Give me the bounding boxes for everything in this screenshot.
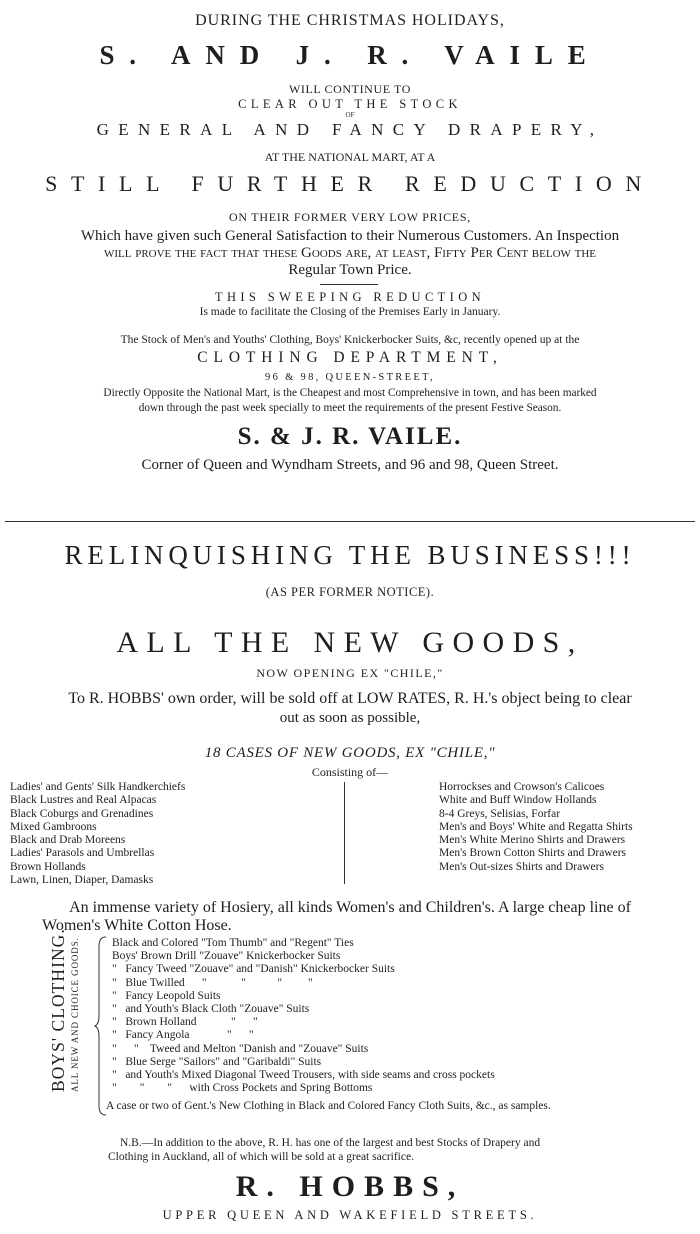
vaile-continue: WILL CONTINUE TO bbox=[288, 82, 412, 96]
list-item: Black and Colored "Tom Thumb" and "Regent" Ties bbox=[112, 937, 354, 949]
vaile-festive: down through the past week specially to meet the requirements of the present Festive Season. bbox=[138, 402, 562, 414]
list-item: Ladies' Parasols and Umbrellas bbox=[10, 847, 155, 860]
hobbs-auckland: Clothing in Auckland, all of which will be sold at a great sacrifice. bbox=[108, 1151, 414, 1163]
vaile-sweeping: THIS SWEEPING REDUCTION bbox=[214, 290, 486, 304]
hobbs-relinquishing: RELINQUISHING THE BUSINESS!!! bbox=[64, 540, 636, 570]
vaile-firm-name: S. AND J. R. VAILE bbox=[99, 40, 601, 70]
vaile-corner: Corner of Queen and Wyndham Streets, and 96 and 98, Queen Street. bbox=[141, 457, 559, 473]
hobbs-gents-samples: A case or two of Gent.'s New Clothing in Black and Colored Fancy Cloth Suits, &c., as samples. bbox=[106, 1100, 551, 1112]
list-item: Lawn, Linen, Diaper, Damasks bbox=[10, 874, 154, 887]
list-item: Black and Drab Moreens bbox=[10, 834, 126, 847]
vaile-headline: DURING THE CHRISTMAS HOLIDAYS, bbox=[195, 12, 505, 29]
list-item: " and Youth's Black Cloth "Zouave" Suits bbox=[112, 1003, 310, 1016]
boys-clothing-side-label: BOYS' CLOTHING. bbox=[48, 928, 68, 1092]
hobbs-consisting: Consisting of— bbox=[311, 765, 389, 779]
list-item: " and Youth's Mixed Diagonal Tweed Trousers, with side seams and cross pockets bbox=[112, 1069, 495, 1082]
list-item: " Brown Holland " " bbox=[112, 1016, 258, 1029]
list-item: Men's and Boys' White and Regatta Shirts bbox=[439, 820, 633, 833]
vaile-national-mart: AT THE NATIONAL MART, AT A bbox=[264, 150, 436, 164]
list-item: Brown Hollands bbox=[10, 860, 86, 873]
list-item: " Blue Twilled " " " " bbox=[112, 976, 313, 989]
vaile-address: 96 & 98, QUEEN-STREET, bbox=[265, 372, 435, 383]
list-item: Men's Brown Cotton Shirts and Drawers bbox=[439, 847, 627, 860]
list-item: " Fancy Tweed "Zouave" and "Danish" Knickerbocker Suits bbox=[112, 963, 395, 976]
list-item: Black Lustres and Real Alpacas bbox=[10, 794, 157, 807]
list-item: " Fancy Angola " " bbox=[112, 1029, 254, 1042]
column-separator bbox=[344, 782, 345, 884]
hobbs-former-notice: (AS PER FORMER NOTICE). bbox=[265, 585, 435, 599]
hobbs-possible: out as soon as possible, bbox=[279, 710, 421, 726]
hobbs-cotton-hose: Women's White Cotton Hose. bbox=[42, 917, 232, 934]
vaile-town-price: Regular Town Price. bbox=[288, 262, 412, 278]
list-item: " Fancy Leopold Suits bbox=[112, 989, 221, 1002]
list-item: White and Buff Window Hollands bbox=[439, 794, 597, 807]
hobbs-order: To R. HOBBS' own order, will be sold off at LOW RATES, R. H.'s object being to clear bbox=[68, 690, 632, 707]
vaile-drapery: GENERAL AND FANCY DRAPERY, bbox=[96, 120, 604, 139]
vaile-clear-out: CLEAR OUT THE STOCK bbox=[238, 97, 462, 111]
vaile-satisfaction: Which have given such General Satisfaction to their Numerous Customers. An Inspection bbox=[80, 228, 620, 244]
list-item: " " Tweed and Melton "Danish and "Zouave" Suits bbox=[112, 1042, 369, 1055]
hobbs-nb: N.B.—In addition to the above, R. H. has one of the largest and best Stocks of Drapery and bbox=[120, 1137, 541, 1149]
list-item: Mixed Gambroons bbox=[10, 820, 97, 833]
vaile-clothing-dept: CLOTHING DEPARTMENT, bbox=[197, 349, 503, 366]
hobbs-cases: 18 CASES OF NEW GOODS, EX "CHILE," bbox=[204, 745, 496, 761]
list-item: Black Coburgs and Grenadines bbox=[10, 807, 154, 820]
vaile-closing: Is made to facilitate the Closing of the Premises Early in January. bbox=[199, 306, 501, 318]
hobbs-right-column bbox=[439, 781, 633, 874]
list-item: Ladies' and Gents' Silk Handkerchiefs bbox=[10, 781, 186, 793]
list-item: Horrockses and Crowson's Calicoes bbox=[439, 781, 605, 793]
vaile-former-prices: ON THEIR FORMER VERY LOW PRICES, bbox=[229, 210, 471, 224]
list-item: Men's Out-sizes Shirts and Drawers bbox=[439, 860, 604, 873]
hobbs-signature: R. HOBBS, bbox=[235, 1170, 465, 1203]
vaile-signature: S. & J. R. VAILE. bbox=[237, 423, 463, 450]
vaile-fifty-percent: will prove the fact that these Goods are, at least, Fifty Per Cent below the bbox=[103, 245, 597, 261]
vaile-short-rule bbox=[320, 284, 378, 285]
hobbs-chile: NOW OPENING EX "CHILE," bbox=[256, 666, 444, 680]
hobbs-new-goods: ALL THE NEW GOODS, bbox=[116, 626, 584, 659]
list-item: 8-4 Greys, Selisias, Forfar bbox=[439, 807, 561, 820]
hobbs-hosiery: An immense variety of Hosiery, all kinds Women's and Children's. A large cheap line of bbox=[69, 899, 631, 916]
vaile-opposite: Directly Opposite the National Mart, is the Cheapest and most Comprehensive in town, and has been marked bbox=[103, 387, 597, 399]
choice-goods-side-label: ALL NEW AND CHOICE GOODS. bbox=[70, 937, 80, 1092]
brace-icon bbox=[94, 936, 108, 1116]
vaile-stock-note: The Stock of Men's and Youths' Clothing, Boys' Knickerbocker Suits, &c, recently opened up at the bbox=[120, 334, 580, 346]
vaile-reduction: STILL FURTHER REDUCTION bbox=[45, 171, 655, 196]
hobbs-left-column bbox=[10, 781, 185, 887]
section-divider bbox=[5, 521, 695, 522]
list-item: Men's White Merino Shirts and Drawers bbox=[439, 834, 626, 847]
list-item: " Blue Serge "Sailors" and "Garibaldi" Suits bbox=[112, 1055, 322, 1068]
boys-clothing-list bbox=[112, 937, 495, 1095]
vaile-of: OF bbox=[345, 111, 355, 119]
list-item: Boys' Brown Drill "Zouave" Knickerbocker Suits bbox=[112, 950, 341, 963]
list-item: " " " with Cross Pockets and Spring Bottoms bbox=[112, 1082, 373, 1095]
hobbs-address: UPPER QUEEN AND WAKEFIELD STREETS. bbox=[162, 1208, 538, 1222]
